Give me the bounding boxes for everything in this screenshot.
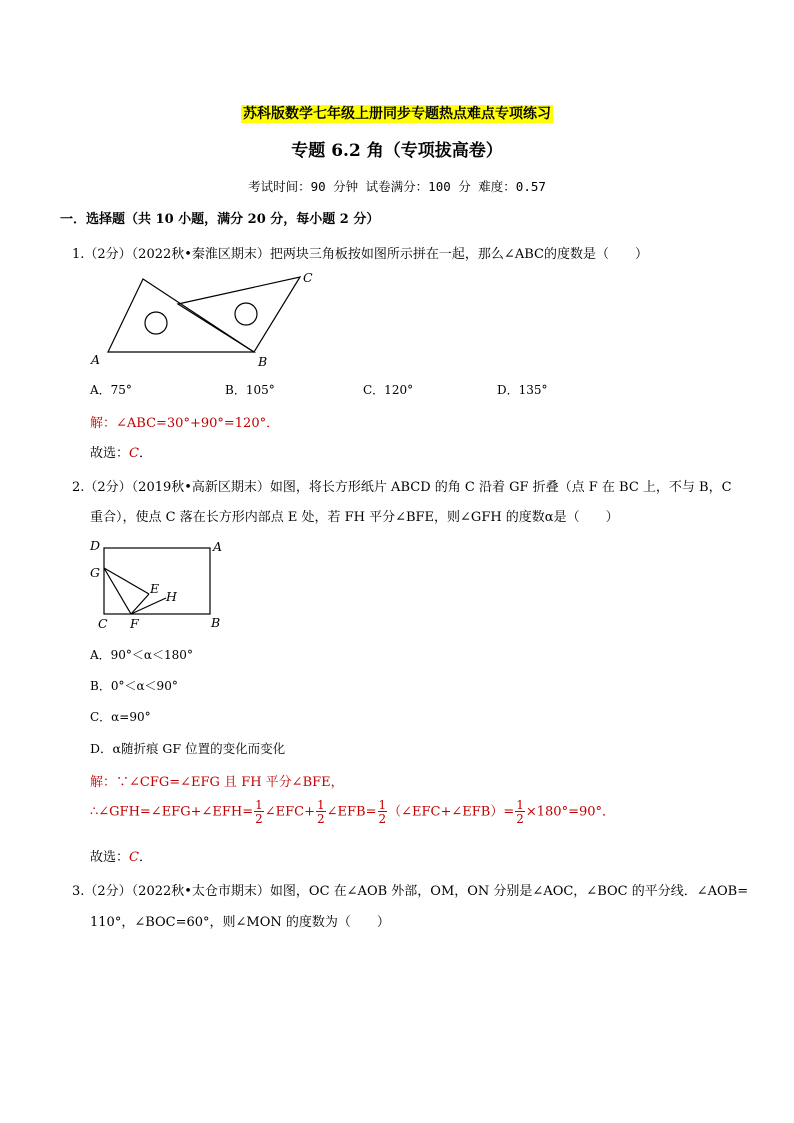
q3-stem-line2: 110°，∠BOC=60°，则∠MON 的度数为（ ） xyxy=(90,915,390,930)
point-label-f: F xyxy=(130,616,139,631)
q1-stem: 1.（2分）（2022秋•秦淮区期末）把两块三角板按如图所示拼在一起，那么∠ABC的度数是（ ） xyxy=(72,247,648,262)
q2-option-b: B．0°＜α＜90° xyxy=(90,679,178,693)
point-label-a: A xyxy=(213,539,223,554)
document-banner: 苏科版数学七年级上册同步专题热点难点专项练习 xyxy=(243,106,551,122)
q3-stem-line1: 3.（2分）（2022秋•太仓市期末）如图，OC 在∠AOB 外部，OM，ON 分别是∠AOC，∠BOC 的平分线．∠AOB= xyxy=(72,884,749,899)
q2-option-c: C．α=90° xyxy=(90,710,151,724)
q2-solution-line2: ∴∠GFH=∠EFG+∠EFH= $\frac{1}{2}$ ∠EFC+ $\frac{1}{2}$ ∠EFB= $\frac{1}{2}$ （∠EFC+∠EFB）= $\frac{1}{2}$ ×180°=90°． xyxy=(90,798,616,826)
triangle-hole-left xyxy=(145,312,167,334)
point-label-g: G xyxy=(90,565,100,580)
fraction-half: $\frac{1}{2}$ xyxy=(378,798,387,826)
point-label-h: H xyxy=(166,589,177,604)
point-label-c: C xyxy=(98,616,108,631)
q2-option-d: D．α随折痕 GF 位置的变化而变化 xyxy=(90,741,286,756)
q2-solution-line1: 解：∵∠CFG=∠EFG 且 FH 平分∠BFE， xyxy=(90,775,344,790)
triangle-left xyxy=(108,279,254,352)
fraction-half: $\frac{1}{2}$ xyxy=(255,798,263,826)
segment-fe xyxy=(131,594,149,614)
q1-option-c: C．120° xyxy=(363,383,414,397)
fraction-half: $\frac{1}{2}$ xyxy=(317,798,325,826)
segment-ge xyxy=(104,568,149,594)
document-title: 专题 6.2 角（专项拔高卷） xyxy=(291,141,503,161)
triangle-hole-right xyxy=(235,303,257,325)
point-label-b: B xyxy=(258,354,268,369)
q1-option-d: D．135° xyxy=(497,383,548,397)
q2-stem-line1: 2.（2分）（2019秋•高新区期末）如图，将长方形纸片 ABCD 的角 C 沿着 GF 折叠（点 F 在 BC 上，不与 B，C xyxy=(72,480,732,495)
point-label-e: E xyxy=(150,581,160,596)
bisector-fh xyxy=(131,598,166,614)
point-label-d: D xyxy=(90,538,101,553)
q2-option-a: A．90°＜α＜180° xyxy=(90,648,193,662)
point-label-a: A xyxy=(91,352,101,367)
q2-answer: 故选：C． xyxy=(90,850,152,865)
q1-option-a: A．75° xyxy=(90,383,132,397)
section-title: 一．选择题（共 10 小题，满分 20 分，每小题 2 分） xyxy=(60,212,380,227)
q1-solution: 解：∠ABC=30°+90°=120°． xyxy=(90,416,280,431)
q1-option-b: B．105° xyxy=(225,383,275,397)
q1-figure xyxy=(88,262,328,372)
q2-stem-line2: 重合），使点 C 落在长方形内部点 E 处，若 FH 平分∠BFE，则∠GFH 的度数α是（ ） xyxy=(90,510,619,525)
point-label-b: B xyxy=(211,615,221,630)
point-label-c: C xyxy=(303,270,313,285)
q1-answer: 故选：C． xyxy=(90,446,152,461)
fraction-half: $\frac{1}{2}$ xyxy=(516,798,524,826)
fold-line-gf xyxy=(104,568,131,614)
q2-figure xyxy=(88,535,238,635)
exam-meta: 考试时间：90 分钟 试卷满分：100 分 难度：0.57 xyxy=(248,179,546,194)
